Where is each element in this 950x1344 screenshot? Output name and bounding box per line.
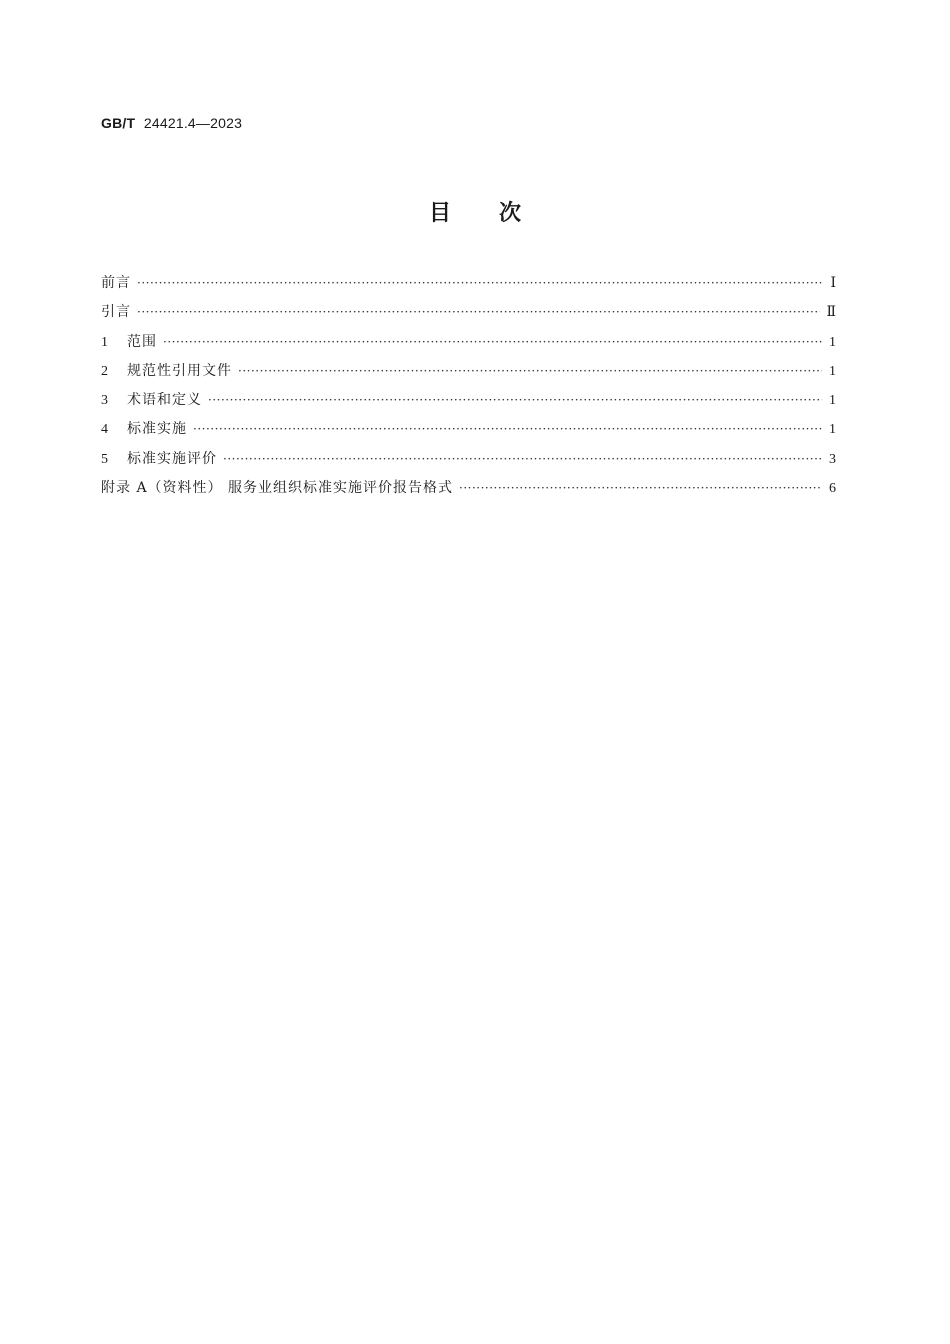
toc-page-number: 3 xyxy=(829,451,836,467)
dot-leader xyxy=(137,305,820,319)
toc-page-number: 1 xyxy=(829,363,836,379)
toc-section-number: 4 xyxy=(101,422,108,438)
toc-entry-label: 规范性引用文件 xyxy=(127,362,232,379)
toc-page-number: 6 xyxy=(829,481,836,497)
dot-leader xyxy=(238,364,822,378)
toc-entry-standard-implementation[interactable] xyxy=(101,418,836,447)
standard-number: 24421.4—2023 xyxy=(143,115,243,131)
toc-section-number: 1 xyxy=(101,334,108,350)
toc-page-number: 1 xyxy=(829,393,836,409)
toc-entry-label: 引言 xyxy=(101,304,131,321)
dot-leader xyxy=(193,422,822,436)
toc-entry-foreword[interactable] xyxy=(101,272,836,301)
toc-entry-label: 范围 xyxy=(127,333,157,350)
toc-entry-introduction[interactable] xyxy=(101,301,836,330)
toc-entry-normative-references[interactable] xyxy=(101,360,836,389)
dot-leader xyxy=(208,393,822,407)
dot-leader xyxy=(459,481,822,495)
toc-entry-label: 前言 xyxy=(101,275,131,291)
standard-prefix: GB/T xyxy=(101,115,136,131)
standard-code xyxy=(101,115,242,132)
toc-section-number: 3 xyxy=(101,393,108,409)
toc-entry-scope[interactable] xyxy=(101,331,836,360)
toc-entry-implementation-evaluation[interactable] xyxy=(101,448,836,477)
toc-entry-label: 附录 A（资料性） 服务业组织标准实施评价报告格式 xyxy=(101,480,454,497)
dot-leader xyxy=(223,452,822,466)
toc-page-number: 1 xyxy=(829,334,836,350)
toc-page-number: Ⅰ xyxy=(830,276,836,291)
toc-entry-terms-definitions[interactable] xyxy=(101,389,836,418)
toc-entry-annex-a[interactable] xyxy=(101,477,836,506)
page-title: 目次 xyxy=(428,201,569,226)
table-of-contents xyxy=(101,272,836,506)
toc-page-number: 1 xyxy=(829,422,836,438)
dot-leader xyxy=(137,276,822,290)
toc-entry-label: 标准实施评价 xyxy=(127,450,217,467)
toc-section-number: 2 xyxy=(101,363,108,379)
toc-section-number: 5 xyxy=(101,451,108,467)
toc-entry-label: 标准实施 xyxy=(127,421,187,438)
toc-entry-label: 术语和定义 xyxy=(127,392,202,409)
toc-page-number: Ⅱ xyxy=(826,305,836,321)
dot-leader xyxy=(163,335,822,349)
